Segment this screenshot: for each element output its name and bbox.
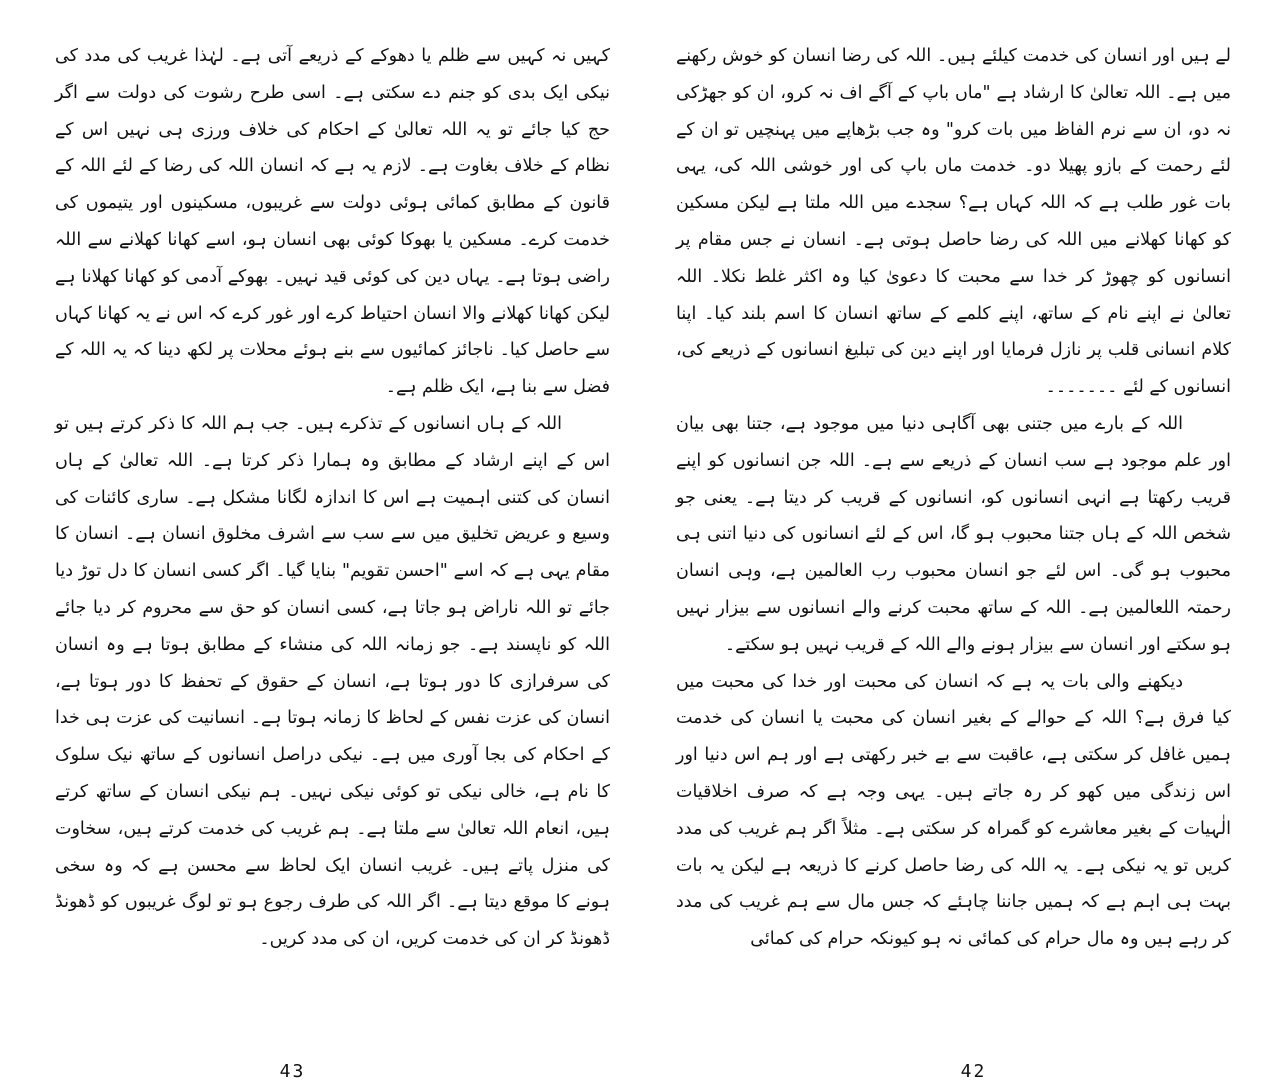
left-page-number: 43 [279, 1061, 306, 1082]
left-paragraph-1: کہیں نہ کہیں سے ظلم یا دھوکے کے ذریعے آتی ہے۔ لہٰذا غریب کی مدد کی نیکی ایک بدی کو جنم دے سکتی ہے۔ اسی طرح رشوت کی دولت سے اگر حج کیا جائے تو یہ اللہ تعالیٰ کے احکام کی خلاف ورزی ہی نہیں اس کے نظام کے خلاف بغاوت ہے۔ لازم یہ ہے کہ انسان اللہ کی رضا کے لئے اللہ کے قانون کے مطابق کمائی ہوئی دولت سے غریبوں، مسکینوں اور یتیموں کی خدمت کرے۔ مسکین یا بھوکا کوئی بھی انسان ہو، اسے کھانا کھلانے سے اللہ راضی ہوتا ہے۔ یہاں دین کی کوئی قید نہیں۔ بھوکے آدمی کو کھانا کھلانا ہے لیکن کھانا کھلانے والا انسان احتیاط کرے اور غور کرے کہ اس نے یہ کھانا کہاں سے حاصل کیا۔ ناجائز کمائیوں سے بنے ہوئے محلات پر لکھ دینا کہ یہ اللہ کے فضل سے بنا ہے، ایک ظلم ہے۔ [55, 46, 610, 398]
left-paragraph-2: اللہ کے ہاں انسانوں کے تذکرے ہیں۔ جب ہم اللہ کا ذکر کرتے ہیں تو اس کے اپنے ارشاد کے مطابق وہ ہمارا ذکر کرتا ہے۔ اللہ تعالیٰ کے ہاں انسان کی کتنی اہمیت ہے اس کا اندازہ لگانا مشکل ہے۔ ساری کائنات کی وسیع و عریض تخلیق میں سے سب سے اشرف مخلوق انسان ہے۔ انسان کا مقام یہی ہے کہ اسے "احسن تقویم" بنایا گیا۔ اگر کسی انسان کا دل توڑ دیا جائے تو اللہ ناراض ہو جاتا ہے، کسی انسان کو حق سے محروم کر دیا جائے اللہ کو ناپسند ہے۔ جو زمانہ اللہ کی منشاء کے مطابق ہوتا ہے وہ انسان کی سرفرازی کا دور ہوتا ہے، انسان کے حقوق کے تحفظ کا دور ہوتا ہے، انسان کی عزت نفس کے لحاظ کا زمانہ ہوتا ہے۔ انسانیت کی عزت ہی خدا کے احکام کی بجا آوری میں ہے۔ نیکی دراصل انسانوں کے ساتھ نیک سلوک کا نام ہے، خالی نیکی تو کوئی نیکی نہیں۔ ہم نیکی انسان کے ساتھ کرتے ہیں، انعام اللہ تعالیٰ سے ملتا ہے۔ ہم غریب کی خدمت کرتے ہیں، سخاوت کی منزل پاتے ہیں۔ غریب انسان ایک لحاظ سے محسن ہے کہ وہ سخی ہونے کا موقع دیتا ہے۔ اگر اللہ کی طرف رجوع ہو تو لوگ غریبوں کو ڈھونڈ ڈھونڈ کر ان کی خدمت کریں، ان کی مدد کریں۔ [55, 413, 610, 950]
right-page-number: 42 [960, 1061, 987, 1082]
left-page [55, 38, 610, 1082]
right-paragraph-2: اللہ کے بارے میں جتنی بھی آگاہی دنیا میں موجود ہے، جتنا بھی بیان اور علم موجود ہے سب انسان کے ذریعے سے ہے۔ اللہ جن انسانوں کو اپنے قریب رکھتا ہے انہی انسانوں کو، انسانوں کے قریب کر دیتا ہے۔ یعنی جو شخص اللہ کے ہاں جتنا محبوب ہو گا، اس کے لئے انسانوں کی دنیا اتنی ہی محبوب ہو گی۔ اس لئے جو انسان محبوب رب العالمین ہے، وہی انسان رحمتہ اللعالمین ہے۔ اللہ کے ساتھ محبت کرنے والے انسانوں سے بیزار نہیں ہو سکتے اور انسان سے بیزار ہونے والے اللہ کے قریب نہیں ہو سکتے۔ [676, 413, 1231, 655]
right-paragraph-3: دیکھنے والی بات یہ ہے کہ انسان کی محبت اور خدا کی محبت میں کیا فرق ہے؟ اللہ کے حوالے کے بغیر انسان کی محبت یا انسان کی خدمت ہمیں غافل کر سکتی ہے، عاقبت سے بے خبر رکھتی ہے اور ہم اس دنیا اور اس زندگی میں کھو کر رہ جاتے ہیں۔ یہی وجہ ہے کہ صرف اخلاقیات الٰہیات کے بغیر معاشرے کو گمراہ کر سکتی ہے۔ مثلاً اگر ہم غریب کی مدد کریں تو یہ نیکی ہے۔ یہ اللہ کی رضا حاصل کرنے کا ذریعہ ہے لیکن یہ بات بہت ہی اہم ہے کہ ہمیں جاننا چاہئے کہ جس مال سے ہم غریب کی مدد کر رہے ہیں وہ مال حرام کی کمائی نہ ہو کیونکہ حرام کی کمائی [676, 671, 1231, 950]
right-paragraph-1: لے ہیں اور انسان کی خدمت کیلئے ہیں۔ اللہ کی رضا انسان کو خوش رکھنے میں ہے۔ اللہ تعالیٰ کا ارشاد ہے "ماں باپ کے آگے اف نہ کرو، ان کو جھڑکی نہ دو، ان سے نرم الفاظ میں بات کرو" وہ جب بڑھاپے میں پہنچیں تو ان کے لئے رحمت کے بازو پھیلا دو۔ خدمت ماں باپ کی اور خوشی اللہ کی، یہی بات غور طلب ہے کہ اللہ کہاں ہے؟ سجدے میں اللہ ملتا ہے لیکن مسکین کو کھانا کھلانے میں اللہ کی رضا حاصل ہوتی ہے۔ انسان نے جس مقام پر انسانوں کو چھوڑ کر خدا سے محبت کا دعویٰ کیا وہ اکثر غلط نکلا۔ اللہ تعالیٰ نے اپنے نام کے ساتھ، اپنے کلمے کے ساتھ انسان کا اسم بلند کیا۔ اپنا کلام انسانی قلب پر نازل فرمایا اور اپنے دین کی تبلیغ انسانوں کے ذریعے کی، انسانوں کے لئے ۔۔۔۔۔۔۔ [676, 46, 1231, 398]
right-page [676, 38, 1231, 1082]
